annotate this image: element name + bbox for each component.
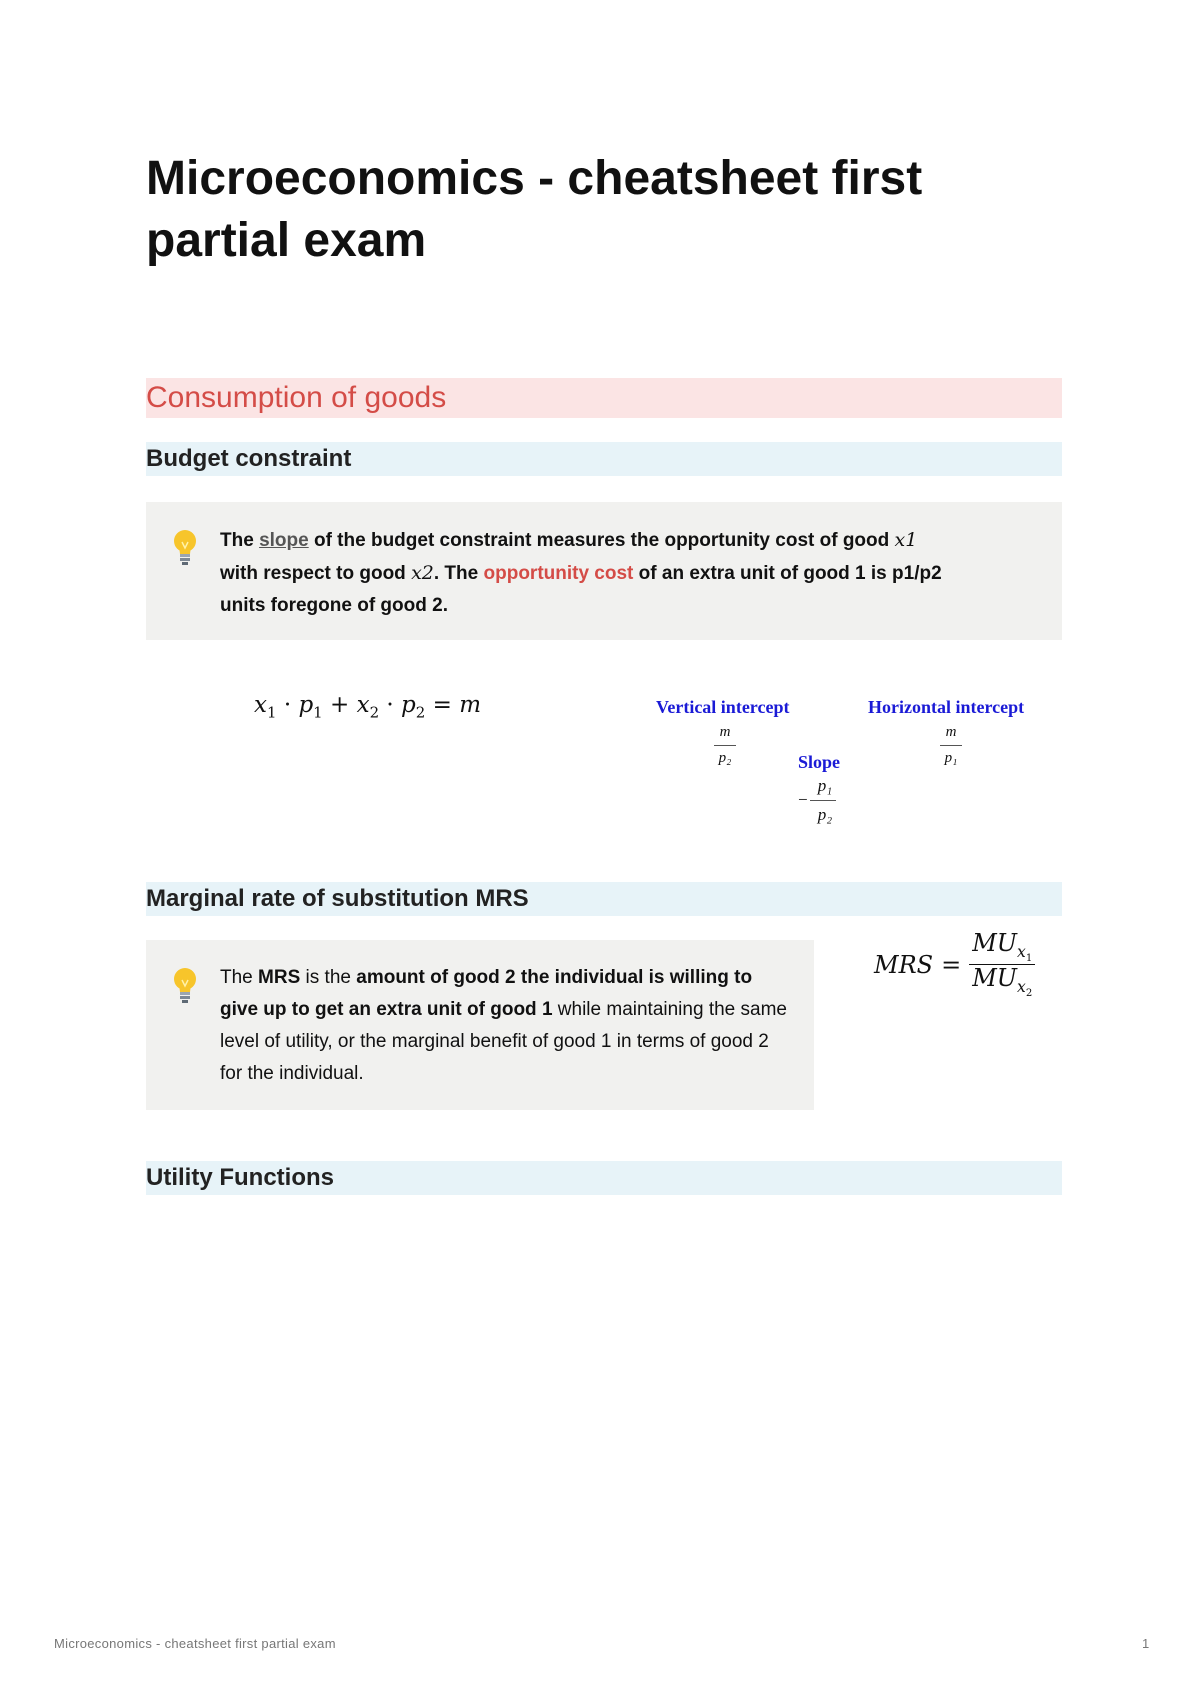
page-title: Microeconomics - cheatsheet first partial exam — [146, 152, 923, 267]
p1-over-p2: p1/p2 — [892, 563, 942, 584]
frac-den — [969, 965, 1035, 999]
mu-sub: x — [1017, 977, 1026, 996]
page-number: 1 — [1142, 1636, 1150, 1651]
mrs-callout — [146, 940, 814, 1110]
var-x2: x2 — [411, 562, 434, 584]
text-run: The — [220, 530, 260, 551]
frac-line — [810, 800, 836, 801]
eq-plus: + — [330, 692, 350, 718]
frac-den: p₂ — [817, 805, 833, 824]
frac-num — [969, 930, 1035, 965]
frac-num: m — [719, 724, 731, 740]
mrs-lhs: MRS — [874, 950, 934, 979]
eq-sub: 2 — [415, 703, 426, 722]
text-run: with respect to good — [220, 563, 412, 584]
text-run: while maintaining the same level of utility, or the marginal benefit of good 1 in terms of good 2 for the individual. — [220, 999, 787, 1084]
eq-equals: = — [432, 692, 452, 718]
mu-subsub: 2 — [1025, 987, 1033, 999]
mrs-equals: = — [941, 950, 962, 979]
budget-callout — [146, 502, 1062, 640]
horizontal-intercept-label: Horizontal intercept — [868, 697, 1025, 717]
slope-fraction — [796, 776, 840, 825]
frac-num: p₁ — [817, 776, 833, 795]
mrs-term: MRS — [258, 967, 301, 988]
slope-minus: − — [798, 790, 808, 809]
mu-subsub: 1 — [1025, 952, 1033, 964]
mu-text: MU — [972, 929, 1018, 957]
lightbulb-icon — [170, 966, 200, 1006]
mrs-definition-bold: amount of good 2 the individual is willing to give up to get an extra unit of good 1 — [220, 967, 753, 1020]
text-run: . The — [433, 563, 484, 584]
subheading-utility-functions: Utility Functions — [146, 1161, 1062, 1195]
mrs-fraction — [969, 930, 1035, 999]
frac-den: p₂ — [718, 750, 732, 766]
eq-sub: 1 — [313, 703, 323, 722]
mrs-callout-text — [220, 967, 787, 1084]
text-run: units foregone of good 2. — [220, 595, 448, 616]
frac-num: m — [945, 724, 957, 740]
slope-link: slope — [259, 530, 309, 551]
horizontal-intercept-fraction — [938, 724, 964, 767]
text-run: of the budget constraint measures the opportunity cost of good — [308, 530, 895, 551]
footer-title: Microeconomics - cheatsheet first partial exam — [54, 1636, 336, 1651]
mrs-formula — [874, 930, 1035, 999]
eq-dot: · — [283, 692, 292, 718]
subheading-budget-constraint: Budget constraint — [146, 442, 1062, 476]
lightbulb-icon — [170, 528, 200, 568]
text-run: is the — [300, 967, 357, 988]
vertical-intercept-label: Vertical intercept — [656, 697, 790, 717]
eq-dot: · — [386, 692, 394, 718]
eq-sub: 2 — [369, 703, 380, 722]
eq-m: m — [459, 692, 481, 718]
var-x1: x1 — [894, 529, 918, 551]
text-run: The — [220, 967, 259, 988]
subheading-mrs: Marginal rate of substitution MRS — [146, 882, 1062, 916]
budget-equation — [254, 692, 481, 722]
frac-line — [714, 745, 736, 746]
frac-line — [940, 745, 962, 746]
text-run: of an extra unit of good 1 is — [633, 563, 893, 584]
mu-text: MU — [972, 964, 1018, 993]
eq-p: p — [298, 692, 314, 718]
budget-callout-text — [220, 530, 942, 616]
frac-den: p₁ — [944, 750, 958, 766]
opportunity-cost-highlight: opportunity cost — [483, 563, 634, 584]
eq-x: x — [356, 692, 370, 718]
section-heading-consumption: Consumption of goods — [146, 378, 1062, 418]
eq-p: p — [401, 692, 416, 718]
eq-x: x — [254, 692, 267, 718]
vertical-intercept-fraction — [712, 724, 738, 767]
mu-sub: x — [1017, 942, 1026, 961]
slope-label: Slope — [798, 752, 841, 772]
eq-sub: 1 — [266, 703, 277, 722]
